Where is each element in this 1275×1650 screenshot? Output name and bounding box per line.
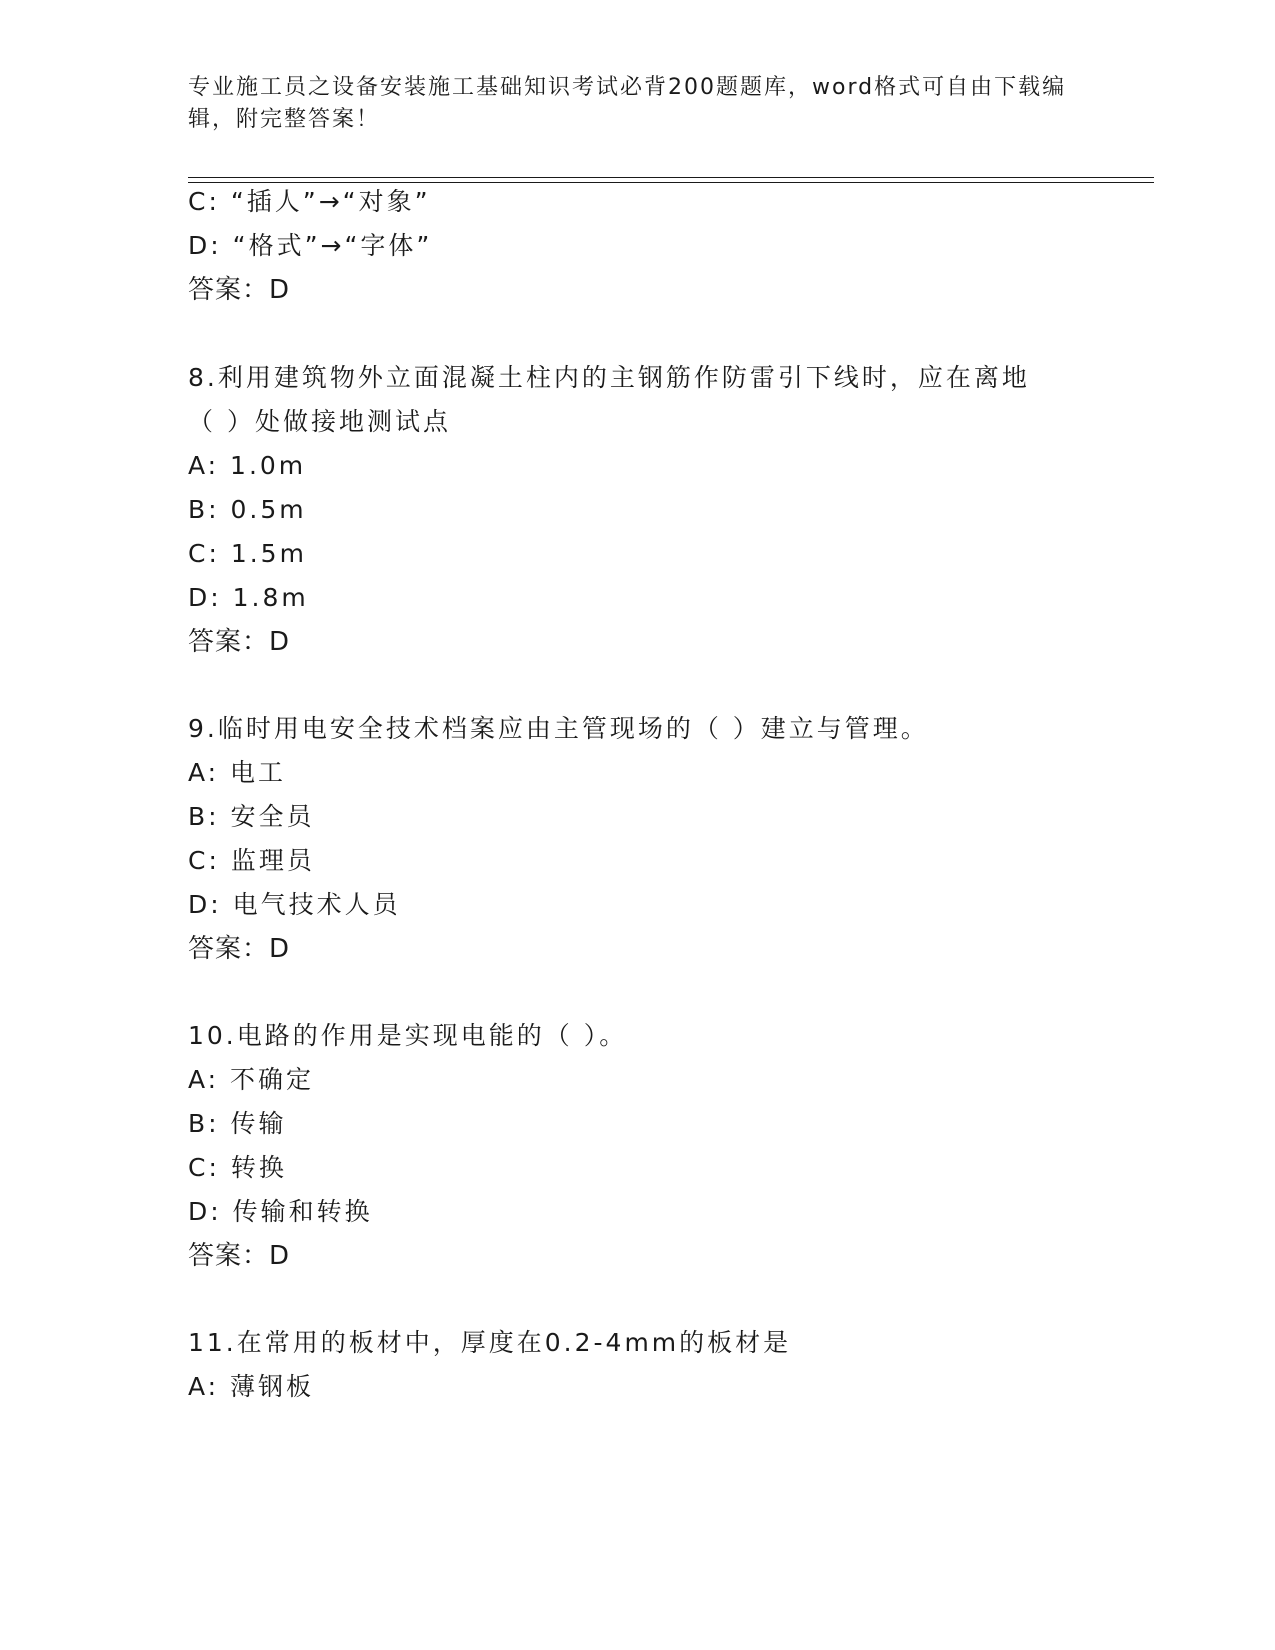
- question-7-option-c: C: “插人”→“对象”: [188, 187, 431, 216]
- question-8-stem-line-2: （ ）处做接地测试点: [188, 407, 451, 436]
- question-10-option-b: B: 传输: [188, 1109, 287, 1138]
- question-8-option-c: C: 1.5m: [188, 539, 307, 568]
- header-divider-bottom: [188, 182, 1154, 183]
- question-7-answer: 答案：D: [188, 275, 291, 305]
- question-11-stem-line-1: 11.在常用的板材中，厚度在0.2-4mm的板材是: [188, 1328, 792, 1357]
- question-9-option-b: B: 安全员: [188, 802, 315, 831]
- question-10-stem-line-1: 10.电路的作用是实现电能的（ ）。: [188, 1021, 628, 1050]
- question-10-option-c: C: 转换: [188, 1153, 287, 1182]
- question-9-answer: 答案：D: [188, 934, 291, 964]
- question-10-option-a: A: 不确定: [188, 1065, 315, 1094]
- question-8-option-a: A: 1.0m: [188, 451, 307, 480]
- question-11-option-a: A: 薄钢板: [188, 1372, 315, 1401]
- question-8-stem-line-1: 8.利用建筑物外立面混凝土柱内的主钢筋作防雷引下线时，应在离地: [188, 363, 1030, 392]
- question-10-option-d: D: 传输和转换: [188, 1197, 373, 1226]
- question-7-option-d: D: “格式”→“字体”: [188, 231, 433, 260]
- question-9-option-d: D: 电气技术人员: [188, 890, 401, 919]
- header-divider-top: [188, 177, 1154, 178]
- question-9-option-c: C: 监理员: [188, 846, 315, 875]
- question-8-option-b: B: 0.5m: [188, 495, 307, 524]
- question-9-stem-line-1: 9.临时用电安全技术档案应由主管现场的（ ）建立与管理。: [188, 714, 929, 743]
- question-8-answer: 答案：D: [188, 627, 291, 657]
- question-9-option-a: A: 电工: [188, 758, 287, 787]
- question-10-answer: 答案：D: [188, 1241, 291, 1271]
- question-8-option-d: D: 1.8m: [188, 583, 309, 612]
- document-header-title: 专业施工员之设备安装施工基础知识考试必背200题题库，word格式可自由下载编辑，附完整答案！: [188, 75, 1067, 132]
